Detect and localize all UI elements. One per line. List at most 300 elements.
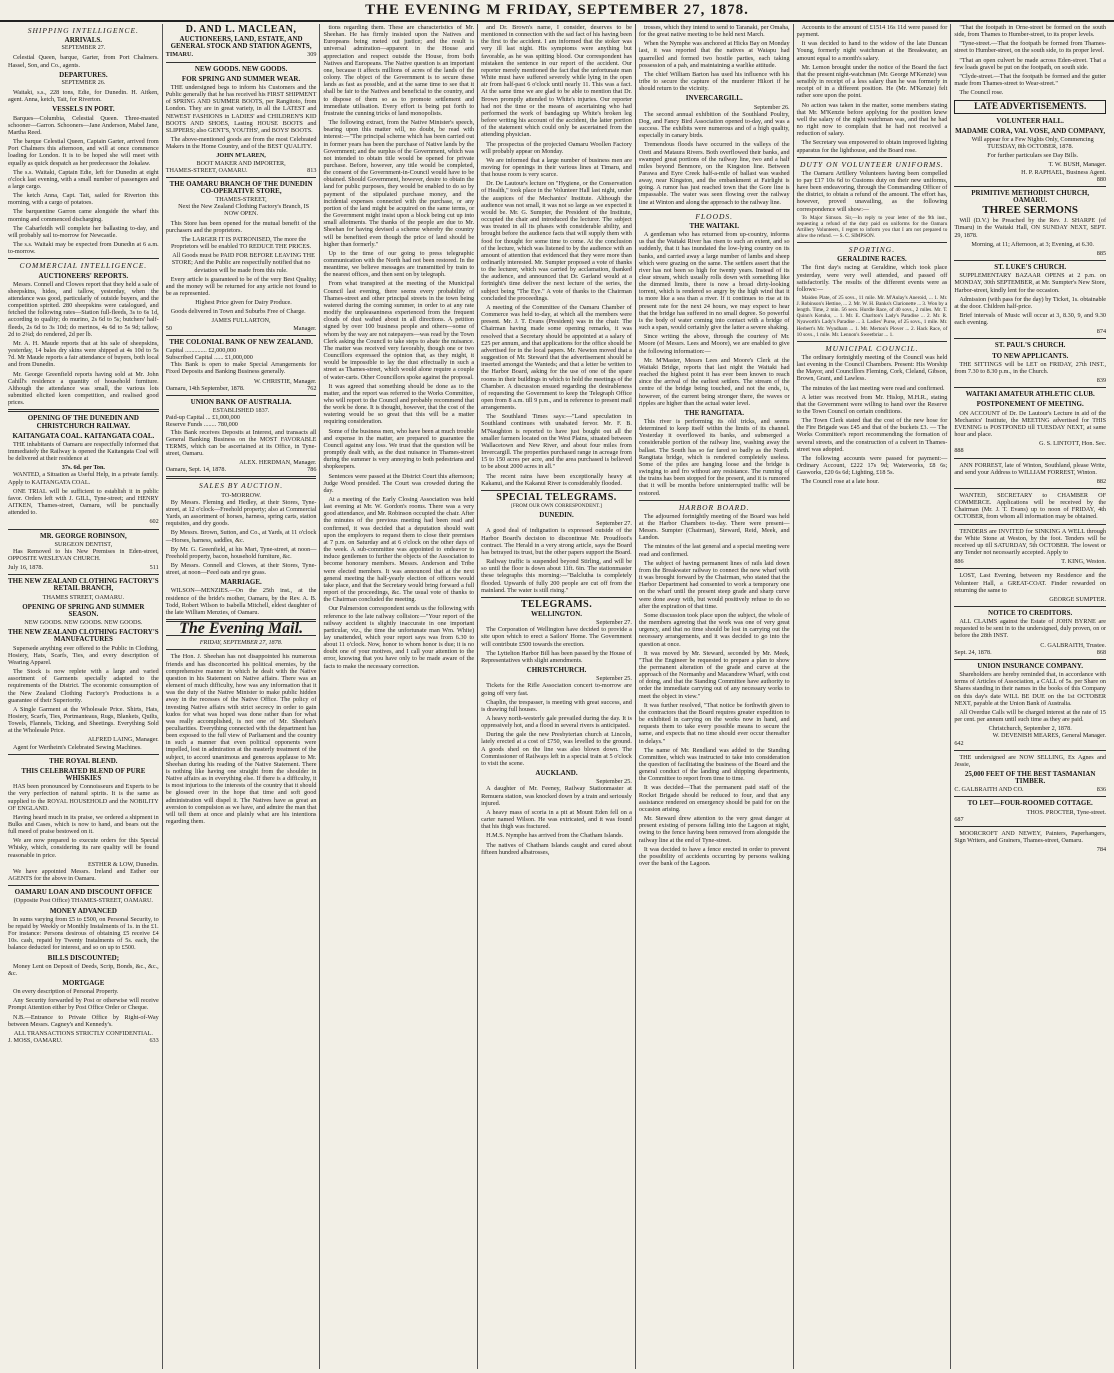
departures-text: Waitaki, s.s., 228 tons, Edie, for Dunedin. H. Aitken, agent. Anna, ketch, Tait, for Riverton. — [8, 89, 159, 104]
madame-text: For further particulars see Day Bills. — [987, 152, 1079, 160]
article-text: It was decided—That the permanent paid staff of the Rocket Brigade should be reduced to four, and that any assistance rendered on emergency should be paid for on the occasion arising. — [638, 784, 790, 813]
divider — [8, 574, 159, 575]
telegram-text: Chaplin, the trespasser, is meeting with great success, and is drawing full houses. — [481, 698, 632, 713]
arrivals-heading: ARRIVALS. — [64, 36, 103, 45]
robinson-date — [8, 564, 159, 571]
telegram-text: The natives of Chatham Islands caught and cured about fifteen hundred albatrosses, — [481, 841, 632, 856]
tenders-sign-line — [954, 558, 1106, 565]
article-text: tions regarding them. These are characteristics of Mr. Sheehan. He has firmly insisted upon the Natives and Europeans being meted out justice; and the result is universal admiration—apparent in the House and appreciation and respect outside the House, from both Natives and Europeans. The Native question is an important one, because it affects millions of acres of the lands of the colony. The object of the Government is to secure these lands as fast as possible, and at the same time to see that it shall be fair to the Natives and beneficial to the country, and to dispose of them so as to promote settlement and immediate utilisation. Every effort is being put forth to frustrate the cunning tricks of land monopolists. — [323, 24, 475, 117]
maclean-heading: D. AND L. MACLEAN, — [185, 24, 297, 35]
tenders-text: TENDERS are INVITED for SINKING A WELL through the White Stone at Weston, by the foot. Tenders will be received up till SATURDAY, 5th OCTOBER. The lowest or any Tender not necessarily accepted. Apply to — [954, 527, 1107, 557]
divider — [481, 597, 632, 598]
royal-blend-sign: ESTHER & LOW, Dunedin. — [87, 860, 159, 868]
divider — [954, 606, 1106, 607]
robinson-date-text: July 16, 1878. — [8, 564, 44, 572]
ad-number: 784 — [1096, 846, 1107, 854]
primitive-heading: PRIMITIVE METHODIST CHURCH, OAMARU. — [971, 188, 1090, 204]
kaitangata-heading: KAITANGATA COAL. KAITANGATA COAL. — [12, 431, 155, 440]
ad-number: 886 — [954, 558, 964, 566]
article-text: It was decided to hand to the widow of the late Duncan Young, formerly night watchman at the Breakwater, an amount equal to a month's salary. — [796, 40, 948, 62]
arrivals-text: Celestial Queen, barque, Garter, from Port Chalmers. Hassel, Son, and Co., agents. — [8, 54, 159, 69]
shipping-paragraph: The Cabarfeidh will complete her ballasting to-day, and will probably sail to-morrow for Newcastle. — [8, 224, 159, 239]
creditors-text: ALL CLAIMS against the Estate of JOHN BYRNE are requested to be sent in to the undersigned, duly proven, on or before the 28th INST. — [954, 618, 1107, 640]
mortgage-text: On every description of Personal Property. — [13, 988, 119, 996]
article-text: Mr. Lemon brought under the notice of the Board the fact that the present night-watchman (Mr. George M'Kenzie) was sensibly in receipt of a less salary than he was formerly in receipt of in a different position. He (Mr. M'Kenzie) felt rather sore upon the point. — [796, 63, 948, 100]
maclean-place: TIMARU. — [165, 51, 194, 59]
marriage-text: WILSON—MENZIES.—On the 25th inst., at the residence of the bride's mother, Oamaru, by the Rev. A. B. Todd, Robert Wilson to Isabella Mitchell, eldest daughter of the late William Menzies, of Oamaru. — [165, 587, 317, 616]
coop-text: Next the New Zealand Clothing Factory's Branch, IS NOW OPEN. — [178, 203, 310, 218]
waitaki-heading: THE WAITAKI. — [689, 221, 739, 230]
mclaren-sign: JOHN M'LAREN, — [216, 152, 266, 160]
article-text: It was agreed that something should be done as to the matter, and the report was referred to the Works Committee, who will report to the Council and probably recommend that the work be done. It is thought, however, that the cost of the watering would be so great that this will be a matter requiring consideration. — [323, 382, 475, 426]
ad-number: 309 — [307, 51, 317, 59]
article-text: It was decided to have a fence erected in order to prevent the possibility of accidents occurring by persons walking over the bank of the Lagoon. — [638, 845, 790, 868]
invercargill-date: September 26. — [753, 103, 790, 111]
union-ins-sign: W. DEVENISH MEARES, General Manager. — [992, 732, 1107, 740]
wellington-heading: WELLINGTON. — [531, 609, 583, 618]
ad-number: 888 — [954, 447, 964, 455]
nz-clothing-text: A Single Garment at the Wholesale Price. Shirts, Hats, Hosiery, Scarfs, Ties, Portmanteaus, Rugs, Blankets, Quilts, Towels, Flannels, Ticking, and Sheetings. Everything Sold at the Wholesale Price. — [8, 705, 159, 735]
secretary-text: WANTED, SECRETARY to CHAMBER OF COMMERCE. Applications will be received by the Chairman (Mr. J. T. Evans) up to noon of FRIDAY, 4th OCTOBER, from whom all information may be obtained. — [954, 491, 1107, 521]
article-text: The recent rains have been exceptionally heavy at Kakanui, and the Kakanui River is considerably flooded. — [481, 472, 632, 487]
divider — [797, 242, 948, 243]
creditors-date: Sept. 24, 1878. — [954, 648, 992, 656]
ad-number: 836 — [1096, 786, 1107, 794]
lost-sign: GEORGE SUMPTER. — [1049, 595, 1107, 603]
column-1 — [5, 24, 163, 1369]
maclean-place-line — [166, 51, 317, 58]
postpone-text: ON ACCOUNT of Dr. De Lautour's Lecture in aid of the Mechanics' Institute, the MEETING advertised for THIS EVENING is POSTPONED till TUESDAY NEXT, at same hour and place. — [954, 409, 1107, 439]
union-insurance-heading: UNION INSURANCE COMPANY. — [977, 661, 1083, 670]
dunedin-heading: DUNEDIN. — [539, 511, 574, 520]
timber-sign: C. GALBRAITH AND CO. — [954, 786, 1024, 794]
christchurch-date: September 25. — [596, 675, 632, 683]
union-ins-text: All Overdue Calls will be charged interest at the rate of 15 per cent. per annum until such time as they are paid. — [954, 708, 1107, 724]
sales-tomorrow: TO-MORROW. — [221, 491, 261, 499]
shipping-paragraph: The ketch Anna, Capt. Tait, sailed for Riverton this morning, with a cargo of potatoes. — [8, 192, 159, 207]
sales-text: By Messrs. Fleming and Hedley, at their Stores, Tyne-street, at 12 o'clock—Freehold property; also at Commercial Yards, an assortment of horses, harness, spring carts, station requisites, and dry goods. — [165, 498, 317, 528]
moss-name: J. MOSS, OAMARU. — [8, 1037, 63, 1045]
divider — [8, 754, 159, 755]
date-line: FRIDAY, SEPTEMBER 27, 1878. — [199, 639, 283, 647]
royal-blend-text: Having heard much in its praise, we ordered a shipment in Bulks and Cases, which is now to hand, and bears out the full meed of praise bestowed on it. — [8, 813, 159, 836]
mclaren-sign2: BOOT MAKER AND IMPORTER, — [196, 159, 286, 167]
one-trial-ad: ONE TRIAL will be sufficient to establish it in public favor. Orders left with J. GILL, Tyne-street; and HENRY AITKEN, Thames-street, Oamaru, will be punctually attended to. — [8, 487, 159, 517]
page-masthead: THE EVENING M FRIDAY, SEPTEMBER 27, 1878. — [0, 0, 1114, 22]
royal-blend-text: HAS been pronounced by Connoisseurs and Experts to be the very perfection of natural spirits. It is the same as supplied to the ROYAL HOUSEHOLD and the NOBILITY OF ENGLAND. — [8, 783, 159, 812]
article-text: Mr. M'Master, Messrs Lees and Moore's Clerk at the Waitaki Bridge, reports that last night the Waitaki had reached the highest point it has ever been known to reach since the arrival of the earliest settlers. The stream of the centre of the bridge being touched, and not the ends, is, however, of the current being stronger there, the waves or ripples are higher than the actual water level. — [638, 356, 790, 407]
colonial-date-line — [166, 385, 317, 392]
geraldine-heading: GERALDINE RACES. — [837, 255, 907, 264]
race-results: Maiden Plate, of 25 sovs., 11 mile. Mr. M'Aulay's Aneroid, ... 1. Mr. J. Robinson's Hettine, ... 2. Mr. W. H. Banks's Clarionette ... 3. Won by a length. Time, 2 min. 56 secs. Hurdle Race, of 40 sovs., 2 miles. Mr. T. Quinn's Kotuku, ... 1. Mr. E. Charlton's Lady's Paradise ... 2. Mr. R. Nyaworth's Lady's Paradise ... 3. Ladies' Purse, of 25 sovs., 1 mile. Mr. Herbert's Mr. Wyndham ... 1. Mr. Merton's Plover ... 2. Hack Race, of 10 sovs., 1 mile. Mr. Lennon's Sweetbriar ... 1. — [796, 295, 948, 338]
telegram-text: trosses, which they intend to send to Taranaki, per Omaha, for the great native meeting to be held next March. — [638, 24, 790, 39]
shipping-heading: SHIPPING INTELLIGENCE. — [27, 26, 139, 35]
coop-mgr: Manager. — [293, 324, 317, 332]
madame-heading: MADAME CORA, VAL VOSE, AND COMPANY, — [955, 126, 1106, 135]
divider — [8, 258, 159, 259]
royal-blend-agents: We have appointed Messrs. Ireland and Esther our AGENTS for the above in Oamaru. — [8, 867, 159, 883]
commercial-heading: COMMERCIAL INTELLIGENCE. — [19, 261, 148, 271]
article-text: Some of the business men, who have been at much trouble and expense in the matter, are prepared to guarantee the Council against any loss. We trust that the question will be promptly dealt with, as the dust nuisance in Thames-street during the summer is very annoying to both pedestrians and shopkeepers. — [323, 427, 475, 471]
union-est: ESTABLISHED 1837. — [212, 407, 270, 415]
telegram-text: Tremendous floods have occurred in the valleys of the Oreti and Mataura Rivers. Both overflowed their banks, and swamped great portions of the railway line, two and a half miles beyond Benmore, on the Kingston line. Between Parawa and Eyre Creek half-a-mile of ballast was washed away, near Kingston, and the embankment at Fairlight is going. A rumor has just reached town that the Gore line is impassable. The water was seen flowing over the railway line at Winton and along the approach to the railway line. — [638, 141, 790, 206]
divider — [166, 335, 317, 336]
divider — [954, 796, 1106, 797]
departures-date: SEPTEMBER 26. — [61, 79, 106, 86]
season-heading: OPENING OF SPRING AND SUMMER SEASON. — [22, 602, 145, 618]
creditors-date-line — [954, 649, 1106, 656]
ad-number: 813 — [307, 166, 317, 174]
coop-text: The LARGER IT IS PATRONISED, The more the Proprietors will be enabled TO REDUCE THE PRICES. — [170, 235, 312, 251]
ad-number: 687 — [954, 815, 964, 823]
moss-sign — [8, 1037, 159, 1044]
colonial-bank-heading: THE COLONIAL BANK OF NEW ZEALAND. — [169, 337, 313, 346]
article-text: The following accounts were passed for payment:—Ordinary Account, £222 17s 9d; Waterworks, £8 6s; Gasworks, £20 6s 6d; Lighting, £18 5s. — [796, 454, 948, 477]
lead-article: The Hon. J. Sheehan has not disappointed his numerous friends and has disconcerted his political enemies, by the comprehensive manner in which he dealt with the Native question in his Statement on Native affairs. There was an element of much difficulty, how was any information that it was the duty of the Native Minister to make public hidden away in the recesses of the Native Office. The policy of investing Native affairs with strict secrecy in order to gain kudos for what was hoped was done rather than for what was really accomplished, is not one of Mr. Sheehan's peculiarities. Everything connected with the department has been exposed to the full view of Parliament and the country in such a manner that even political opponents were impelled, lost in admiration at the masterly treatment of the subject, to accord unanimous and generous applause to Mr. Sheehan during his reading of the Native Statement. There is nothing like having one straight from the shoulder in Native affairs as in everything else. If there is a difficulty, it is most injurious to the interests of the country that it should be glossed over in the hope that time and soft good administration will dispel it. The Natives have as great an aversion to compulsion as we have, and admire the man that will tell them at once and plainly what are his intentions regarding them. — [165, 653, 317, 825]
auckland-heading: AUCKLAND. — [535, 769, 578, 778]
divider — [8, 885, 159, 886]
loan-heading: OAMARU LOAN AND DISCOUNT OFFICE — [14, 888, 153, 897]
mclaren-text: THE undersigned begs to inform his Customers and the Public generally that he has received his FIRST SHIPMENT of SPRING AND SUMMER BOOTS, per Rangitoto, from London. They are in great variety, in all the LATEST and NEWEST FASHIONS in LADIES' and CHILDREN'S KID BOOTS AND SHOES, Lasting HOUSE BOOTS and SLIPPERS; also GENT'S, YOUTHS', and BOYS' BOOTS. — [165, 83, 317, 134]
vessels-text: Barques—Columbia, Celestial Queen. Three-masted schooner—Garron. Schooners—Jane Anderson, Mabel Jane, Martha Reed. — [8, 114, 159, 136]
telegram-text: A heavy mass of scoria in a pit at Mount Eden fell on a carter named Wilson. He was extricated, and it was found that his thigh was fractured. — [481, 808, 632, 831]
mclaren-text: The above-mentioned goods are from the most Celebrated Makers in the Home Country, and of the BEST QUALITY. — [165, 136, 317, 151]
ad-number: 762 — [307, 384, 317, 392]
colonial-sign: W. CHRISTIE, Manager. — [253, 377, 317, 385]
madame-text: Will appear for a Few Nights Only, Commencing TUESDAY, 8th OCTOBER, 1878. — [971, 135, 1094, 151]
column-7 — [951, 24, 1109, 1369]
nz-clothing-street: THAMES STREET, OAMARU. — [42, 593, 125, 601]
coop-text: All Goods must be PAID FOR BEFORE LEAVING THE STORE; And the Public are respectfully notified that no deviation will be made from this rule. — [171, 252, 315, 274]
special-telegrams-sub: [FROM OUR OWN CORRESPONDENT.] — [511, 503, 602, 509]
telegram-text: When the Nymphe was anchored at Hicks Bay on Monday last, it was reported that the natives at Waiapu had quarrelled and formed two hostile parties, each taking possession of a pah, and maintaining a warlike attitude. — [638, 40, 790, 69]
article-text: A gentleman who has returned from up-country, informs us that the Waitaki River has risen to such an extent, and so suddenly, that it has inundated the low-lying country on its banks, and carried away a large number of lambs and sheep which were grazing on the same. The settlers assert that the river has not been so high for twenty years. Instead of its clear stream, which usually rolls down with something like the dimmed limits, there is now a broad dirty-looking torrent, which is rendered so angry by the high wind that it is more like a sea than a river. If it continues to rise at its present rate for the next 24 hours, we may expect to hear that the bridge has suffered in no small degree. So powerful is the body of water coming into contact with a bridge of such a span, would certainly give the latter a severe shaking. — [638, 231, 790, 332]
union-ins-text: Shareholders are hereby reminded that, in accordance with terms of Articles of Association, a CALL of 5s. per Share on Shares standing in their names in the books of this Company on this day's date WILL BE DUE on the 1st OCTOBER NEXT, payable at the Union Bank of Australia. — [954, 671, 1107, 707]
bazaar-text: SUPPLEMENTARY BAZAAR OPENS at 2 p.m. on MONDAY, 30th SEPTEMBER, at Mr. Sumpter's New Store, Harbor-street, kindly lent for the occasion. — [954, 272, 1107, 294]
article-text: Accounts to the amount of £1514 16s 11d were passed for payment. — [796, 24, 948, 39]
article-text: The first day's racing at Geraldine, which took place yesterday, were very well attended, and passed off satisfactorily. The results of the different events were as follows:— — [796, 264, 948, 293]
railway-heading: OPENING OF THE DUNEDIN AND CHRISTCHURCH RAILWAY. — [27, 414, 139, 430]
sales-text: By Messrs. Connell and Clowes, at their Stores, Tyne-street, at noon—Feed oats and rye grass. — [165, 562, 317, 577]
article-text: A meeting of the Committee of the Oamaru Chamber of Commerce was held to-day, at which all the members were present. Mr. J. T. Evans (President) was in the chair. The Chairman having made some opening remarks, it was resolved that a Secretary should be appointed at a salary of £25 per annum, and that applications for the office should be advertised for in the local papers. Mr. Newton moved that a suggestion of Mr. Steward that the advertisement should be inserted amongst the Wanteds; and that a letter be written to the Harbor Board, asking for the use of one of the spare rooms in their buildings in which to hold the meetings of the Chamber. A discussion ensued regarding the desirableness of requesting the Government to keep the Telegraph Office open from 8 a.m. till 9 p.m., and in reference to present mail arrangements. — [481, 303, 632, 412]
applicants-heading: TO NEW APPLICANTS. — [992, 351, 1069, 360]
ad-number: 602 — [149, 518, 159, 526]
article-text: Mr. Steward drew attention to the very great danger at present existing of persons falling into the Lagoon at night, owing to the fence having been removed from alongside the railway line at the end of Tyne-street. — [638, 815, 790, 844]
article-text: Up to the time of our going to press telegraphic communication with the North had not been restored. In the meantime, we believe messages are transmitted by train to the nearest offices, and then sent on by telegraph. — [323, 249, 475, 279]
article-text: The prospectus of the projected Oamaru Woollen Factory will probably appear on Monday. — [481, 140, 632, 155]
article-text: The Council rose at a late hour. — [801, 478, 880, 486]
wellington-date: September 27. — [596, 619, 632, 627]
article-text: "That the footpath in Orne-street be formed on the south side, from Thames to Humber-street, to its proper levels. — [954, 24, 1107, 39]
cottage-sign: THOS. PROCTER, Tyne-street. — [1026, 808, 1107, 816]
kaitangata-price: 37s. 6d. per Ton. — [61, 464, 105, 472]
selling-text: THE undersigned are NOW SELLING, Ex Agnes and Jessie, — [954, 753, 1107, 768]
marriage-heading: MARRIAGE. — [220, 578, 262, 587]
article-text: The Council rose. — [959, 89, 1004, 97]
volunteer-hall-heading: VOLUNTEER HALL. — [996, 116, 1064, 125]
shipping-paragraph: The barque Celestial Queen, Captain Garter, arrived from Port Chalmers this afternoon, and will at once commence loading for London. It is to be hoped she will meet with equally as quick despatch as her predecessor the Jokalaw. — [8, 138, 159, 167]
shipping-paragraph: The barquentine Garron came alongside the wharf this morning and commenced discharging. — [8, 208, 159, 223]
bills-text: Money Lent on Deposit of Deeds, Scrip, Bonds, &c., &c., &c. — [8, 962, 159, 977]
divider — [166, 177, 317, 178]
capital-line: Capital .............. £2,000,000 — [165, 346, 237, 354]
article-text: Since writing the above, through the courtesy of Mr. Moore (of Messrs. Lees and Moore), we are enabled to give the following information:— — [638, 333, 790, 355]
forrest-text: ANN FORREST, late of Winton, Southland, please Write, and send your Address to WILLIAM FORREST, Winton. — [954, 461, 1107, 476]
ad-number: 786 — [307, 466, 317, 474]
royal-blend-heading: THE ROYAL BLEND. — [49, 756, 118, 765]
article-text: The Southland Times says:—"Land speculation in Southland continues with unabated fervor. Mr. F. B. M'Naughton is reported to have just bought out all the smaller farmers located on the West Plains, situated between Wallacetown and New River, and about four miles from Invercargill. The properties purchased range in acreage from 15 to 150 acres per acre, and the area purchased is believed to be about 2000 acres in all." — [481, 413, 632, 471]
article-text: From what transpired at the meeting of the Municipal Council last evening, there seems every probability of Thames-street and other principal streets in the town being watered during the coming summer, in order to at any rate modify the unpleasantness experienced from the frequent clouds of dust wafted about in all directions. A petition signed by over 100 business people and others—some of whom by the way are not ratepayers—was read by the Town Clerk asking the Council to take steps to abate the nuisance. The matter was received very favorably, though one or two Councillors expressed the opinion that, as they might, it would be impossible to lay the dust effectually in such a street as Thames-street, which would alone require a couple of water-carts. Other Councillors spoke against the proposal. — [323, 280, 475, 381]
divider — [954, 659, 1106, 660]
article-text: and Dr. Brown's name, I consider, deserves to be mentioned in connection with the sad fact of his having been the first to the accident. I am informed that the stoker was very ill last night. His symptoms were anything but favorable, as he was spitting blood. Our correspondent has mistaken the sentence in our report of the accident. Our reporter merely mentioned the fact that the unfortunate man White must have suffered severely while lying in the open air from half-past 6 o'clock until nearly 11. This was a fact. At the same time we are glad to be able to mention that Dr. Brown promptly attended to White's injuries. Our reporter had not the time or the means of ascertaining who had performed the work of bandaging up White's broken leg before writing his account of the accident, the latter portion of the statement which could only be ascertained from the attending physician. — [481, 24, 632, 139]
mclaren-street-line — [166, 167, 317, 174]
reserve-line: Reserve Funds ........ 780,000 — [165, 421, 238, 429]
late-advertisements-heading: LATE ADVERTISEMENTS. — [954, 100, 1106, 113]
auction-report: Mr. George Greenfield reports having sold at Mr. John Cahill's residence a quantity of household furniture. Although the attendance was small, the various lots submitted elicited keen competition, and realised good prices. — [8, 370, 159, 407]
article-text: The ordinary fortnightly meeting of the Council was held last evening in the Council Chambers. Present: His Worship the Mayor, and Councillors Fleming, Cork, Cleland, Gibson, Brown, Grant, and Lawless. — [796, 353, 948, 383]
auckland-date: September 25. — [596, 778, 632, 786]
sales-text: By Mr. G. Greenfield, at his Mart, Tyne-street, at noon—Freehold property, bacon, household furniture, &c. — [165, 545, 317, 560]
divider — [797, 157, 948, 158]
telegram-text: During the gale the new Presbyterian church at Lincoln, lately erected at a cost of £750, was levelled to the ground. A goods shed on the line was also blown down. The Commissioner of Railways left in a special train at 5 o'clock to visit the scene. — [481, 731, 632, 767]
article-text: The Secretary was empowered to obtain improved lighting apparatus for the lighthouse, and the Board rose. — [796, 139, 948, 154]
subscribed-line: Subscribed Capital ...... £1,000,000 — [165, 354, 253, 362]
sales-text: By Messrs. Brown, Sutton, and Co., at Yards, at 11 o'clock—Horses, harness, saddles, &c. — [165, 529, 317, 544]
telegram-text: H.M.S. Nymphe has arrived from the Chatham Islands. — [486, 832, 624, 840]
wanted-ad: WANTED, a Situation as Useful Help, in a private family. Apply to KAITANGATA COAL. — [8, 471, 159, 486]
pauls-heading: ST. PAUL'S CHURCH. — [994, 341, 1066, 350]
bills-heading: BILLS DISCOUNTED; — [47, 953, 120, 962]
divider — [8, 529, 159, 530]
shipping-paragraph: The s.s. Waitaki, Captain Edie, left for Dunedin at eight o'clock last evening, with a small number of passengers and a large cargo. — [8, 168, 159, 190]
coop-text: Highest Price given for Dairy Produce. — [195, 299, 292, 307]
kaitangata-text: THE inhabitants of Oamaru are respectfully informed that immediately the Railway is opened the Kaitangata Coal will be delivered at their residence at — [8, 440, 159, 463]
column-4 — [478, 24, 636, 1369]
ad-number: 839 — [1096, 377, 1107, 385]
telegram-text: Railway traffic is suspended beyond Stirling, and will be so until the floor is down about 11ft. 6in. The stationmaster these telegraphs this morning:—"Balclutha is completely flooded. Upwards of fully 200 people are cut off from the mainland. The water is still rising." — [481, 558, 632, 594]
madame-sign: H. P. RAPHAEL, Business Agent. — [1021, 168, 1107, 176]
robinson-sub: SURGEON DENTIST, — [54, 540, 113, 548]
article-text: "That an open culvert be made across Eden-street. That a few loads gravel be put on the footpath, on south side. — [954, 56, 1107, 71]
divider — [954, 750, 1106, 751]
nz-clothing-text: The Stock is now replete with a large and varied assortment of Garments specially adapted to the requirements of the District. The economic consumption of the New Zealand Clothing Factory's Productions is a guarantee of their Superiority. — [8, 668, 159, 704]
coop-street: THAMES-STREET, — [215, 196, 267, 204]
union-ins-date: Christchurch, September 2, 1878. — [988, 725, 1072, 733]
nz-clothing-agent: Agent for Wertheim's Celebrated Sewing Machines. — [13, 743, 142, 751]
divider — [954, 260, 1106, 261]
article-text: The name of Mr. Rendland was added to the Standing Committee, which was instructed to take into consideration the question of facilitating the business of the Board and the general conduct of the landing and shipping departments, the Committee to report from time to time. — [638, 746, 790, 783]
article-text: "Tyne-street.—That the footpath be formed from Thames-street to Humber-street, on the south side, to its proper level. — [954, 40, 1107, 55]
duty-letter: To Major Simson. Sir,—In reply to your letter of the 9th inst., requesting a refund of the duty paid on uniforms for the Oamaru Artillery Volunteers, I regret to inform you that I am not prepared to allow the refund. — S. C. SIMPSON. — [796, 214, 948, 240]
divider — [8, 409, 159, 412]
telegram-text: The second annual exhibition of the Southland Poultry, Dog, and Fancy Bird Association opened to-day, and was a success. The exhibits were numerous and of a high quality, especially in canary birds. — [638, 110, 790, 140]
article-text: The minutes of the last meeting were read and confirmed. — [801, 384, 945, 392]
bazaar-text: Admission (with pass for the day) by Ticket, 1s. obtainable at the door. Children half-price. — [954, 295, 1107, 310]
madame-sign: T. W. BUSH, Manager. — [1048, 161, 1107, 169]
bazaar-text: Brief intervals of Music will occur at 3, 8.30, 9, and 9.30 each evening. — [954, 312, 1107, 327]
divider — [166, 395, 317, 396]
all-transactions: ALL TRANSACTIONS STRICTLY CONFIDENTIAL. — [13, 1029, 153, 1037]
money-text: In sums varying from £5 to £500, on Personal Security, to be repaid by Weekly or Monthly Instalments of 1s. in the £1. For instance: Persons desirous of obtaining £5 receive £4 10s. cash, repaid by Twenty Instalments of 5s. each, the balance deducted for interest, and so on up to £500. — [8, 915, 159, 952]
divider — [954, 568, 1106, 569]
divider — [954, 387, 1106, 388]
article-text: It was further resolved, "That notice be forthwith given to the contractors that the Board requires greater expedition to be exhibited in carrying on the works now in hand, and requests them to take every possible means to secure the same, and expects that no time should ever occur thereafter in delays." — [638, 701, 790, 745]
ad-number: 885 — [1096, 249, 1107, 257]
mortgage-heading: MORTGAGE — [62, 978, 105, 987]
postponement-heading: POSTPONEMENT OF MEETING. — [976, 400, 1084, 409]
departures-heading: DEPARTURES. — [59, 70, 108, 79]
floods-heading: FLOODS. — [695, 211, 734, 221]
arrivals-date: SEPTEMBER 27. — [61, 45, 106, 52]
telegram-text: A heavy north-westerly gale prevailed during the day. It is oppressively hot, and a flood in several rivers is anticipated. — [481, 715, 632, 730]
ad-number: 868 — [1096, 648, 1107, 656]
special-telegrams-heading: SPECIAL TELEGRAMS. — [496, 491, 617, 503]
article-text: We are informed that a large number of business men are moving for openings in their various lines at Timaru, and that house room is very scarce. — [481, 156, 632, 179]
maclean-sub: AUCTIONEERS, LAND, ESTATE, AND GENERAL STOCK AND STATION AGENTS, — [170, 35, 312, 51]
divider — [481, 490, 632, 491]
invercargill-heading: INVERCARGILL. — [685, 94, 743, 103]
divider — [166, 476, 317, 479]
auction-report: Messrs. Connell and Clowes report that they held a sale of sheepskins, hides, and tallow, yesterday, when the attendance was good, particularly of outside buyers, and the competition spirited. 280 sheepskins were catalogued, and fetched the following rates—Station full-fleeds, 3s to 6s 1d, according to quality; do murino, 2s 6d to 5s; butchers' half-fleeds, 2s 6d to 3s 10d; do merinos, 4s 6d to 5s 9d; tallow, 2d to 2¼d; do rendered, 2d per lb. — [8, 280, 159, 338]
article-text: The minutes of the last general and a special meeting were read and confirmed. — [638, 543, 790, 558]
ad-number: 880 — [1096, 175, 1107, 183]
divider — [797, 341, 948, 342]
coop-mgr-line — [166, 325, 317, 332]
nz-clothing-text: Supersede anything ever offered to the Public in Clothing, Hosiery, Hats, Scarfs, Ties, and every description of Wearing Apparel. — [8, 644, 159, 666]
timber-sign-line — [954, 786, 1106, 793]
shipping-paragraph: The s.s. Waitaki may be expected from Dunedin at 6 a.m. to-morrow. — [8, 241, 159, 256]
vessels-heading: VESSELS IN PORT. — [52, 105, 115, 114]
article-text: This river is performing its old tricks, and seems determined to keep itself within the limits of its channel. Yesterday it overflowed its banks, and submerged a considerable portion of the railway line, washing away the ballast. The South has so far fared so badly as the North. Rangitata bridge, which is rendered completely useless. Some of the piles are hanging loose and the bridge is swinging to and fro without any resistance. The running of the trains has been stopped for the present, and it is rumored that it will be months before uninterrupted traffic will be restored. — [638, 417, 790, 497]
telegram-text: The chief William Barton has used his influence with his tribe to secure the capture of the murderer Hikori if he should return to the vicinity. — [638, 70, 790, 93]
paid-up-line: Paid-up Capital ... £1,000,000 — [165, 414, 240, 422]
ad-number: 874 — [1096, 328, 1107, 336]
divider — [166, 62, 317, 63]
article-text: It was moved by Mr. Steward, seconded by Mr. Meek, "That the Engineer be requested to prepare a plan to show the permanent alteration of the grade and curve at the approach of the Normanby and Macandrew Wharf, with cost of doing, and that the Standing Committee have authority to order the immediate carrying out of any necessary works to meet the object in view." — [638, 649, 790, 700]
new-goods: NEW GOODS. NEW GOODS. NEW GOODS. — [24, 619, 143, 627]
rangitata-heading: THE RANGITATA. — [684, 408, 744, 417]
creditors-heading: NOTICE TO CREDITORS. — [988, 609, 1073, 617]
ad-number: 633 — [149, 1037, 159, 1045]
union-text: This Bank receives Deposits at Interest, and transacts all General Banking Business on the MOST FAVORABLE TERMS, which can be ascertained at its Office, in Tyne-street, Oamaru. — [165, 428, 317, 457]
nb-text: N.B.—Entrance to Private Office by Right-of-Way between Messrs. Cagney's and Kennedy's. — [8, 1013, 159, 1028]
municipal-heading: MUNICIPAL COUNCIL. — [825, 343, 919, 353]
dunedin-date: September 27. — [596, 520, 632, 528]
article-text: The Oamaru Artillery Volunteers having been compelled to pay £17 10s 6d to Customs duty on their new uniforms, have been endeavoring, through the Commanding Officer of the district, to obtain a refund of the amount. The effort has, however, proved unavailing, as the following correspondence will show:— — [796, 169, 948, 213]
divider — [639, 209, 790, 210]
ad-number: 50 — [165, 324, 172, 332]
new-goods-heading: NEW GOODS. NEW GOODS. — [194, 64, 288, 73]
colonial-text: This Bank is open to make Special Arrangements for Fixed Deposits and Banking Business generally. — [165, 361, 317, 376]
money-heading: MONEY ADVANCED — [49, 906, 117, 915]
union-date-line — [166, 466, 317, 473]
article-text: At a meeting of the Early Closing Association was held last evening at Mr. W. Gordon's rooms. There was a very good attendance, and Mr. Robinson occupied the chair. After the minutes of the previous meeting had been read and confirmed, it was decided that a deputation should wait upon the employers to request them to close their premises at 7 p.m. on Saturday and at 6 o'clock on the other days of the week. A sub-committee was appointed to endeavor to induce gentlemen to further the objects of the Association to become honorary members. Messrs. Anderson and Tribe were elected members. It was announced that at the next general meeting the half-yearly election of officers would take place, and that the Secretary would bring forward a full report of the proceedings, &c. The usual vote of thanks to the Chairman concluded the meeting. — [323, 496, 475, 604]
column-6 — [794, 24, 952, 1369]
colonial-date: Oamaru, 14th September, 1878. — [165, 384, 245, 392]
athletic-heading: WAITAKI AMATEUR ATHLETIC CLUB. — [965, 390, 1095, 399]
union-bank-heading: UNION BANK OF AUSTRALIA. — [190, 397, 292, 406]
sermons-heading: THREE SERMONS — [982, 204, 1078, 217]
telegram-text: The Corporation of Wellington have decided to provide a site upon which to erect a Sailors' Home. The Government will contribute £500 towards the erection. — [481, 626, 632, 648]
union-sign: ALEX. HERDMAN, Manager. — [239, 459, 317, 467]
ad-number: 511 — [149, 564, 159, 572]
article-text: No action was taken in the matter, some members stating that Mr. M'Kenzie before applying for the position knew well the salary of the night watchman was, and that he had no right now to complain that he had not received a reduction of salary. — [796, 101, 948, 138]
sermons-text: Will (D.V.) be Preached by the Rev. J. SHARPE (of Timaru) in the Waitaki Hall, ON SUNDAY NEXT, SEPT. 29, 1878. — [954, 217, 1107, 239]
column-3 — [320, 24, 478, 1369]
lukes-heading: ST. LUKE'S CHURCH. — [994, 263, 1067, 272]
article-text: Sentences were passed at the District Court this afternoon; Judge Wood presided. The Court was crowded during the day. — [323, 472, 475, 494]
column-2 — [163, 24, 321, 1369]
article-text: A letter was received from Mr. Hislop, M.H.R., stating that the Government were willing to hand over the Reserve to the Town Council on certain conditions. — [796, 393, 948, 415]
divider — [639, 500, 790, 501]
telegram-text: Tickets for the Rifle Association concert to-morrow are going off very fast. — [481, 682, 632, 697]
sittings-text: THE SITTINGS will be LET on FRIDAY, 27th INST., from 7.30 to 8.30 p.m., in the Church. — [954, 360, 1107, 375]
mclaren-street: THAMES-STREET, OAMARU. — [165, 166, 248, 174]
sales-heading: SALES BY AUCTION. — [198, 481, 284, 491]
royal-blend-sub: THIS CELEBRATED BLEND OF PURE WHISKIES — [21, 766, 146, 783]
nz-manufactures-heading: THE NEW ZEALAND CLOTHING FACTORY'S MANUFACTURES — [8, 628, 159, 644]
telegram-text: A daughter of Mr. Feeney, Railway Stationmaster at Remuera station, was knocked down by a train and seriously injured. — [481, 785, 632, 807]
article-text: The subject of having permanent lines of rails laid down from the Breakwater railway to connect the new wharf with it was brought forward by the Chairman, who stated that the Harbor Department had consented to work a temporary one on the wharf until the present steep grade and sharp curve were done away with, but would positively refuse to do so after the expiration of that time. — [638, 559, 790, 610]
article-text: Some discussion took place upon the subject, the whole of the members agreeing that the work was one of very great urgency, and that no time should be lost in carrying out the necessary arrangements, and it was decided to go into the question at once. — [638, 611, 790, 648]
duty-heading: DUTY ON VOLUNTEER UNIFORMS. — [800, 159, 944, 169]
sermons-times: Morning, at 11; Afternoon, at 3; Evening, at 6.30. — [971, 240, 1094, 248]
article-text: Dr. De Lautour's lecture on "Hygiene, or the Conservation of Health," took place in the Volunteer Hall last night, under the auspices of the Mechanics' Institute. Although the audience was not small, it was not so large as we expected it would be. Mr. G. Sumpter, the President of the Institute, occupied the chair and introduced the lecturer. The subject was treated in all its phases with considerable ability, and brought before the audience facts that will supply them with food for thought for some time to come. At the conclusion of the lecture, which was listened to by the audience with an amount of attention that evidenced that they were more than ordinarily interested. Mr. Sumpter proposed a vote of thanks to the lecturer, which was carried by acclamation, thanked the audience, and announced that Dr. Garland would at a fortnight's time deliver the next lecture of the series, the subject being "The Eye." A vote of thanks to the Chairman concluded the proceedings. — [481, 180, 632, 302]
creditors-sign: C. GALBRAITH, Trustee. — [1040, 641, 1107, 649]
auction-report: Mr. A. H. Maude reports that at his sale of sheepskins, yesterday, 14 bales dry skins were shipped at 4s 10d to 5s 7d. Mr Maude reports a fair attendance of buyers, both local and from Dunedin. — [8, 339, 159, 369]
coop-heading: THE OAMARU BRANCH OF THE DUNEDIN CO-OPERATIVE STORE, — [169, 179, 313, 195]
cottage-heading: TO LET—FOUR-ROOMED COTTAGE. — [967, 799, 1093, 808]
postpone-sign: G. S. LINTOTT, Hon. Sec. — [1039, 440, 1107, 448]
telegram-text: A good deal of indignation is expressed outside of the Harbor Board's decision to discontinue Mr. Proudfoot's contract. The Herald in a very strong article, says the Board has betrayed its trust, but the other papers support the Board. — [481, 527, 632, 556]
union-date: Oamaru, Sept. 14, 1878. — [165, 466, 227, 474]
robinson-heading: MR. GEORGE ROBINSON, — [39, 531, 127, 540]
column-5 — [636, 24, 794, 1369]
moorcroft-text: MOORCROFT AND NEWEY, Painters, Paperhangers, Sign Writers, and Grainers, Thames-street, Oamaru. — [954, 829, 1107, 845]
spring-heading: FOR SPRING AND SUMMER WEAR. — [181, 74, 301, 83]
divider — [954, 338, 1106, 339]
ad-number: 642 — [954, 739, 964, 747]
article-text: The Town Clerk stated that the cost of the new hose for the Fire Brigade was £45 and that of the buckets £3. — The Works Committee's report recommending the formation of several streets, and the construction of a culvert in Thames-street was adopted. — [796, 417, 948, 453]
divider — [954, 458, 1106, 459]
loan-sub: (Opposite Post Office) THAMES-STREET, OAMARU. — [13, 897, 153, 905]
timber-heading: 25,000 FEET OF THE BEST TASMANIAN TIMBER. — [964, 769, 1096, 786]
divider — [954, 186, 1106, 187]
sporting-heading: SPORTING. — [848, 245, 896, 255]
telegram-text: The Lyttelton Harbor Bill has been passed by the House of Representatives with slight amendments. — [481, 649, 632, 664]
ad-number: 882 — [1096, 477, 1107, 485]
paper-title: The Evening Mail. — [179, 620, 304, 638]
divider — [166, 649, 317, 650]
divider — [954, 524, 1106, 525]
nz-clothing-heading: THE NEW ZEALAND CLOTHING FACTORY'S RETAIL BRANCH, — [8, 577, 159, 593]
coop-text: Every article is guaranteed to be of the very Best Quality; and the money will be returned for any article not found to be as represented. — [165, 275, 317, 297]
coop-text: This Store has been opened for the mutual benefit of the purchasers and the proprietors. — [165, 219, 317, 234]
nz-clothing-sign: ALFRED LAING, Manager. — [87, 736, 159, 744]
coop-text: Goods delivered in Town and Suburbs Free of Charge. — [170, 308, 306, 316]
christchurch-heading: CHRISTCHURCH. — [526, 666, 587, 675]
robinson-text: Has Removed to his New Premises in Eden-street, OPPOSITE WESLEYAN CHURCH. — [8, 547, 159, 562]
columns — [5, 24, 1109, 1369]
article-text: The following extract, from the Native Minister's speech, bearing upon this matter will, no doubt, be read with interest:—"The principal scheme which has been carried out in former years has been the purchase of Native lands by the Government; and the surplus of the Government, which was not intended to obtain title would be opened for private purchase. Before, however, any title would be completed, the consent of the Government-in-Council would have to be obtained. Should Government, however, desire to obtain the land for public purposes, they would be enabled to do so by payment of the stipulated purchase money, and the incidental expenses connected with the purchase, or any portion of the land might be acquired on the same terms, or the Government might insist upon a block being cut up into small allotments. The thanks of the people are due to Mr. Sheehan for having devised a scheme whereby the country will be benefited even though the price of land should be higher than formerly." — [323, 119, 475, 248]
auctioneers-heading: AUCTIONEERS' REPORTS. — [38, 271, 129, 280]
article-text: The adjourned fortnightly meeting of the Board was held at the Harbor Chambers to-day. There were present—Messrs. Sumpter (Chairman), Steward, Reid, Meek, and Landon. — [638, 512, 790, 542]
royal-blend-text: We are now prepared to execute orders for this Special Whisky, which, considering its rare quality will be found reasonable in price. — [8, 837, 159, 859]
harbor-heading: HARBOR BOARD. — [678, 502, 750, 512]
divider — [954, 488, 1106, 489]
divider — [954, 826, 1106, 827]
telegrams-heading: TELEGRAMS. — [520, 598, 593, 610]
